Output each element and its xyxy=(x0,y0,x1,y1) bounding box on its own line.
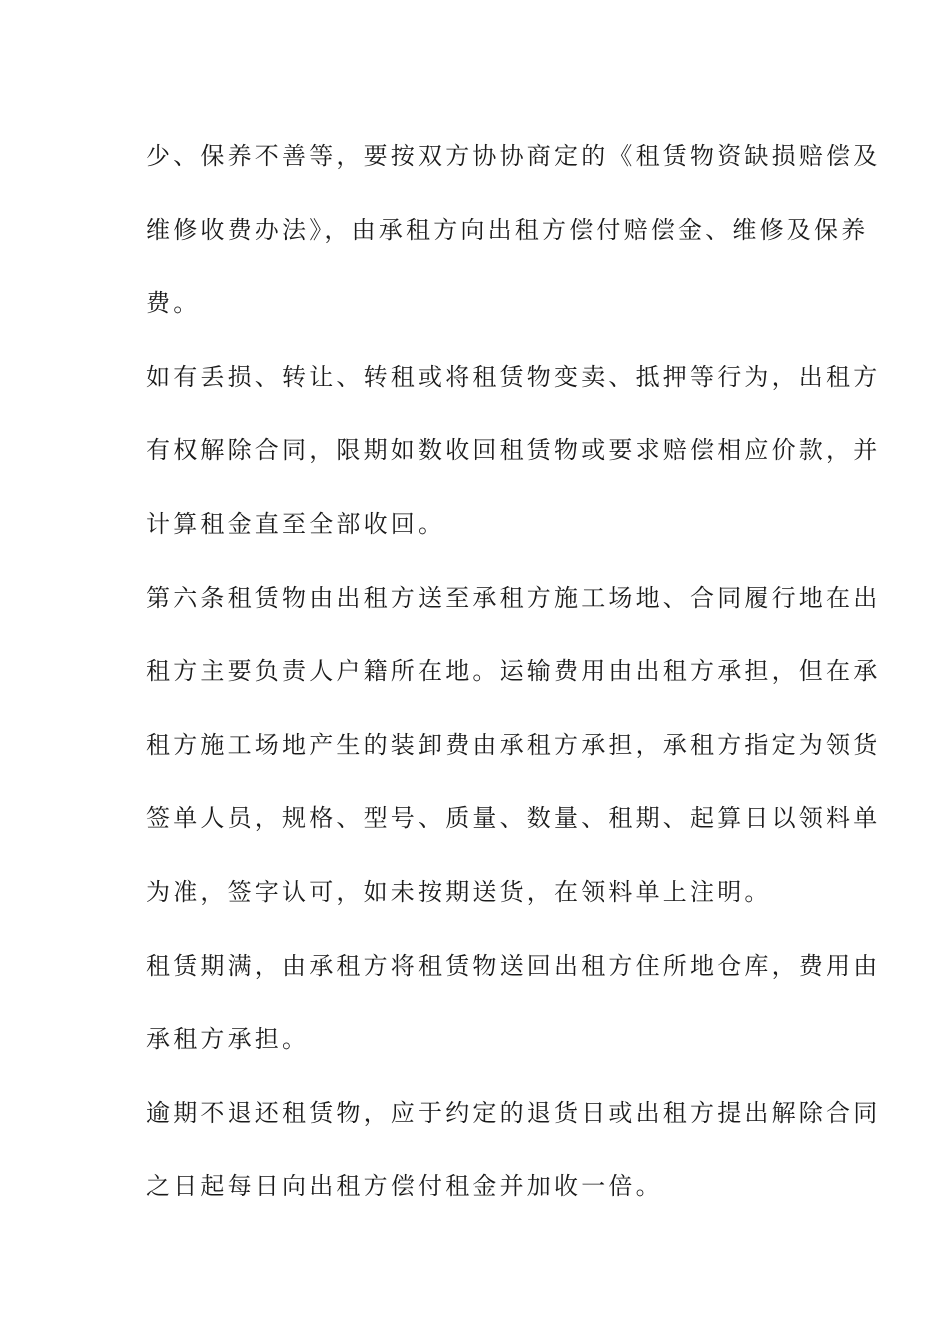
text-line: 承租方承担。 xyxy=(146,1025,310,1054)
text-line: 第六条租赁物由出租方送至承租方施工场地、合同履行地在出 xyxy=(146,583,881,612)
text-line: 租方主要负责人户籍所在地。运输费用由出租方承担，但在承 xyxy=(146,657,881,686)
text-line: 费。 xyxy=(146,289,201,318)
text-line: 租赁期满，由承租方将租赁物送回出租方住所地仓库，费用由 xyxy=(146,951,881,980)
text-line: 维修收费办法》，由承租方向出租方偿付赔偿金、维修及保养 xyxy=(146,215,869,244)
text-line: 少、保养不善等，要按双方协协商定的《租赁物资缺损赔偿及 xyxy=(146,142,881,170)
text-line: 为准，签字认可，如未按期送货，在领料单上注明。 xyxy=(146,877,772,906)
text-line: 有权解除合同，限期如数收回租赁物或要求赔偿相应价款，并 xyxy=(146,436,881,465)
text-line: 如有丢损、转让、转租或将租赁物变卖、抵押等行为，出租方 xyxy=(146,362,881,391)
document-body xyxy=(146,131,881,1235)
text-line: 之日起每日向出租方偿付租金并加收一倍。 xyxy=(146,1172,663,1201)
text-line: 逾期不退还租赁物，应于约定的退货日或出租方提出解除合同 xyxy=(146,1098,881,1127)
text-line: 签单人员，规格、型号、质量、数量、租期、起算日以领料单 xyxy=(146,804,881,833)
text-line: 租方施工场地产生的装卸费由承租方承担，承租方指定为领货 xyxy=(146,730,881,759)
text-line: 计算租金直至全部收回。 xyxy=(146,509,446,538)
